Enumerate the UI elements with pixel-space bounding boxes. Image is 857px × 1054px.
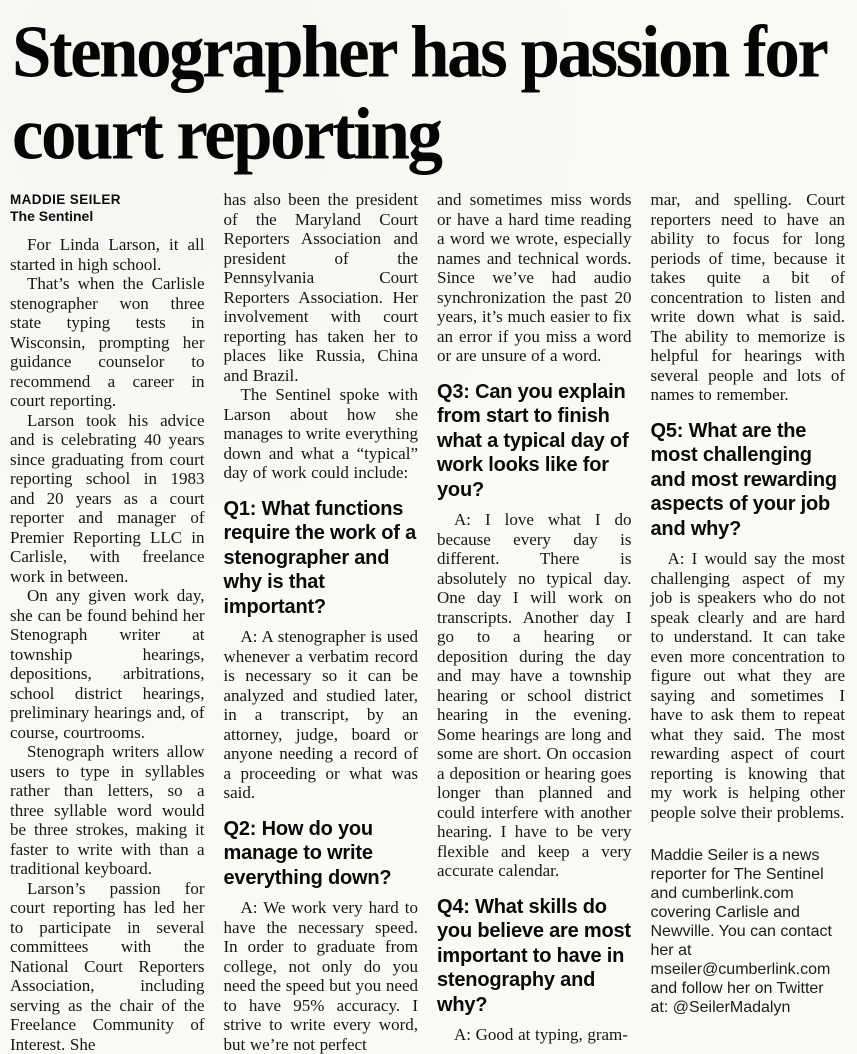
article-headline: Stenographer has passion for court reporting <box>12 12 845 176</box>
article-paragraph: A: I would say the most challenging aspect of my job is speakers who do not speak clearly and are hard to understand. It can take even more concentration to figure out what they are saying and sometimes I have to ask them to repeat what they said. The most rewarding aspect of court reporting is knowing that my work is helping other people solve their problems. <box>651 549 846 822</box>
article-paragraph: That’s when the Carlisle stenographer won three state typing tests in Wisconsin, prompting her guidance counselor to recommend a career in court reporting. <box>10 274 205 411</box>
article-paragraph: and sometimes miss words or have a hard time reading a word we wrote, especially names and technical words. Since we’ve had audio synchronization the past 20 years, it’s much easier to fix an error if you miss a word or are unsure of a word. <box>437 190 632 366</box>
reporter-bio: Maddie Seiler is a news reporter for The Sentinel and cumberlink.com covering Carlisle and Newville. You can contact her at mseiler@cumberlink.com and follow her on Twitter at: @SeilerMadalyn <box>651 846 846 1017</box>
article-columns <box>10 190 845 1054</box>
question-heading: Q5: What are the most challenging and most rewarding aspects of your job and why? <box>651 419 846 542</box>
article-column-4 <box>651 190 846 1017</box>
article-paragraph: A: I love what I do because every day is different. There is absolutely no typical day. One day I will work on transcripts. Another day I go to a hearing or deposition during the day and may have a township hearing or school district hearing in the evening. Some hearings are long and some are short. On occasion a deposition or hearing goes longer than planned and could interfere with another hearing. I have to be very flexible and keep a very accurate calendar. <box>437 510 632 881</box>
byline-author: MADDIE SEILER <box>10 192 205 208</box>
article-paragraph: A: A stenographer is used whenever a verbatim record is necessary so it can be analyzed and studied later, in a transcript, by an attorney, judge, board or anyone needing a record of a proceeding or what was said. <box>224 627 419 803</box>
article-paragraph: has also been the president of the Maryland Court Reporters Association and president of the Pennsylvania Court Reporters Association. Her involvement with court reporting has taken her to places like Russia, China and Brazil. <box>224 190 419 385</box>
article-paragraph: Larson’s passion for court reporting has led her to participate in several committees with the National Court Reporters Association, including serving as the chair of the Freelance Community of Interest. She <box>10 879 205 1054</box>
article-paragraph: The Sentinel spoke with Larson about how she manages to write everything down and what a “typical” day of work could include: <box>224 385 419 483</box>
question-heading: Q4: What skills do you believe are most important to have in stenography and why? <box>437 895 632 1018</box>
article-column-3 <box>437 190 632 1045</box>
question-heading: Q3: Can you explain from start to finish what a typical day of work looks like for you? <box>437 380 632 503</box>
article-column-2 <box>224 190 419 1054</box>
question-heading: Q1: What functions require the work of a stenographer and why is that important? <box>224 497 419 620</box>
article-paragraph: Stenograph writers allow users to type in syllables rather than letters, so a three syllable word would be three strokes, making it faster to write with than a traditional keyboard. <box>10 742 205 879</box>
article-paragraph: A: We work very hard to have the necessary speed. In order to graduate from college, not only do you need the speed but you need to have 95% accuracy. I strive to write every word, but we’re not perfect <box>224 898 419 1054</box>
article-column-1 <box>10 190 205 1054</box>
article-paragraph: On any given work day, she can be found behind her Stenograph writer at township hearings, depositions, arbitrations, school district hearings, preliminary hearings and, of course, courtrooms. <box>10 586 205 742</box>
article-paragraph: A: Good at typing, gram- <box>437 1025 632 1045</box>
question-heading: Q2: How do you manage to write everything down? <box>224 817 419 891</box>
byline-publication: The Sentinel <box>10 208 205 225</box>
article-paragraph: mar, and spelling. Court reporters need to have an ability to focus for long periods of time, because it takes quite a bit of concentration to listen and write down what is said. The ability to memorize is helpful for hearings with several people and lots of names to remember. <box>651 190 846 405</box>
byline <box>10 192 205 225</box>
article-paragraph: Larson took his advice and is celebrating 40 years since graduating from court reporting school in 1983 and 20 years as a court reporter and manager of Premier Reporting LLC in Carlisle, with freelance work in between. <box>10 411 205 587</box>
article-paragraph: For Linda Larson, it all started in high school. <box>10 235 205 274</box>
